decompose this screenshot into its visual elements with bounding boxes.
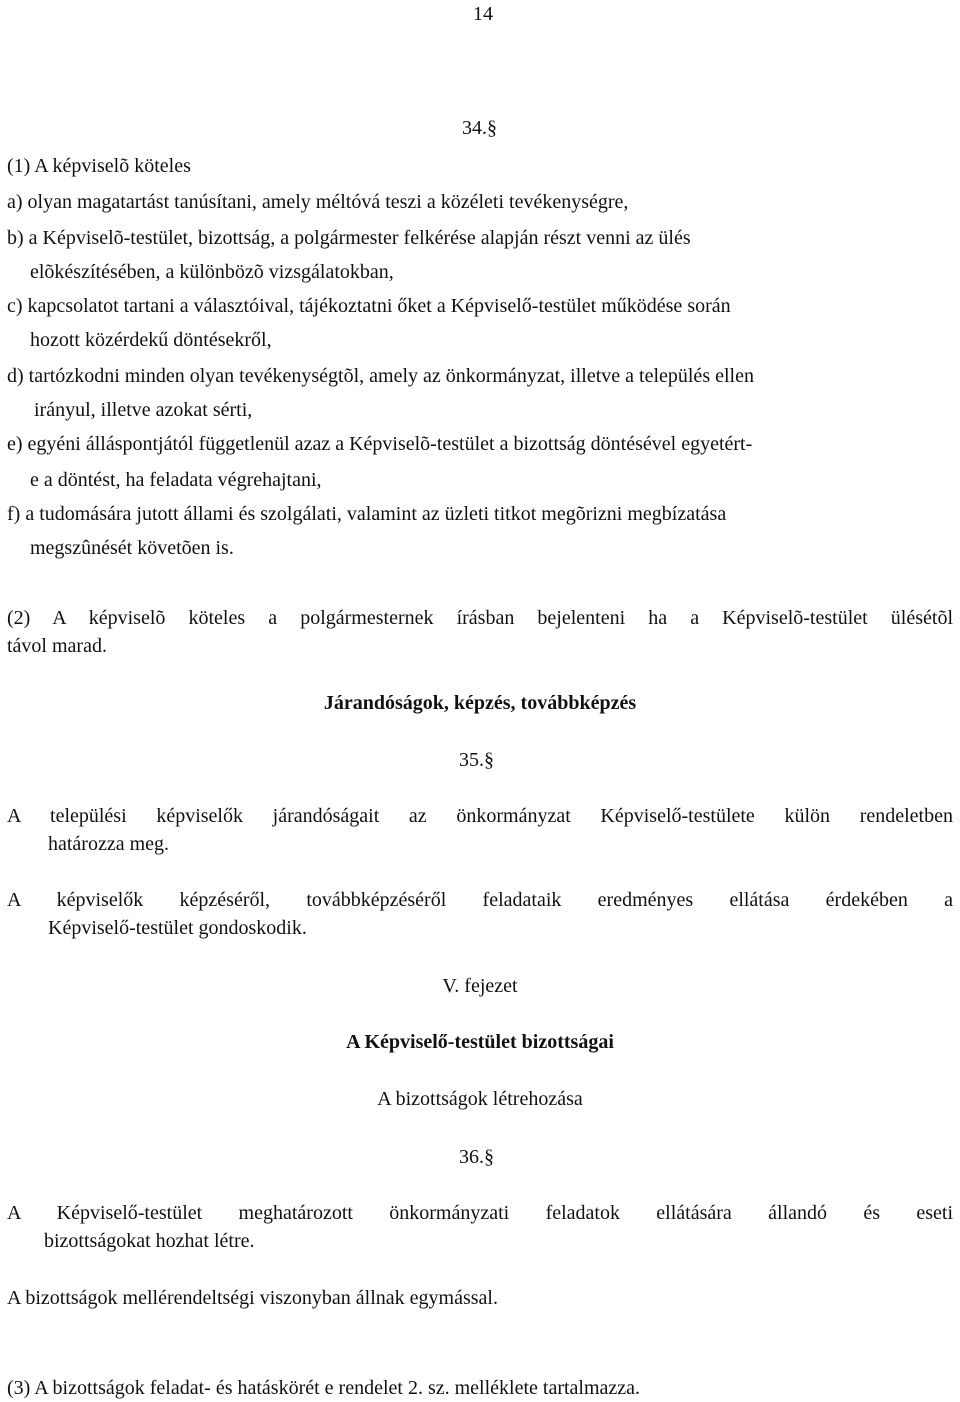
section-35-para2-line1: A képviselők képzéséről, továbbképzéséről feladataik eredményes ellátása érdekében a [7, 889, 953, 911]
section-34-heading: 34.§ [462, 117, 497, 139]
section-35-para2-line2: Képviselő-testület gondoskodik. [48, 917, 307, 939]
section-36-para1-line1: A Képviselő-testület meghatározott önkormányzati feladatok ellátására állandó és eseti [7, 1202, 953, 1224]
item-e: e) egyéni álláspontjától függetlenül azaz a Képviselõ-testület a bizottság döntésével egyetért- [7, 433, 753, 455]
item-b: b) a Képviselõ-testület, bizottság, a polgármester felkérése alapján részt venni az ülés [7, 227, 691, 249]
item-a: a) olyan magatartást tanúsítani, amely méltóvá teszi a közéleti tevékenységre, [7, 191, 629, 213]
item-d-cont: irányul, illetve azokat sérti, [34, 399, 253, 421]
section-35-title: Járandóságok, képzés, továbbképzés [323, 692, 637, 714]
section-35-heading: 35.§ [459, 749, 494, 771]
section-34-para2-line1: (2) A képviselõ köteles a polgármesternek írásban bejelenteni ha a Képviselõ-testület ülésétõl [7, 607, 953, 629]
item-f-cont: megszûnését követõen is. [30, 537, 234, 559]
item-e-cont: e a döntést, ha feladata végrehajtani, [30, 469, 322, 491]
section-36-heading: 36.§ [459, 1146, 494, 1168]
page-number: 14 [473, 3, 493, 25]
item-b-cont: elõkészítésében, a különbözõ vizsgálatokban, [30, 261, 394, 283]
section-35-para1-line1: A települési képviselők járandóságait az önkormányzat Képviselő-testülete külön rendeletben [7, 805, 953, 827]
section-34-intro: (1) A képviselõ köteles [7, 155, 191, 177]
section-34-para2-line2: távol marad. [7, 635, 107, 657]
section-35-para1-line2: határozza meg. [48, 833, 170, 855]
item-c-cont: hozott közérdekű döntésekről, [30, 329, 272, 351]
section-36-para3: (3) A bizottságok feladat- és hatáskörét e rendelet 2. sz. melléklete tartalmazza. [7, 1377, 641, 1399]
section-36-para1-line2: bizottságokat hozhat létre. [44, 1230, 255, 1252]
section-36-para2: A bizottságok mellérendeltségi viszonyban állnak egymással. [7, 1287, 498, 1309]
item-c: c) kapcsolatot tartani a választóival, tájékoztatni őket a Képviselő-testület működése során [7, 295, 731, 317]
chapter-subtitle: A bizottságok létrehozása [377, 1088, 583, 1110]
item-d: d) tartózkodni minden olyan tevékenységtõl, amely az önkormányzat, illetve a település ellen [7, 365, 754, 387]
chapter-label: V. fejezet [442, 975, 518, 997]
chapter-title: A Képviselő-testület bizottságai [346, 1031, 614, 1053]
item-f: f) a tudomására jutott állami és szolgálati, valamint az üzleti titkot megõrizni megbízatása [7, 503, 727, 525]
